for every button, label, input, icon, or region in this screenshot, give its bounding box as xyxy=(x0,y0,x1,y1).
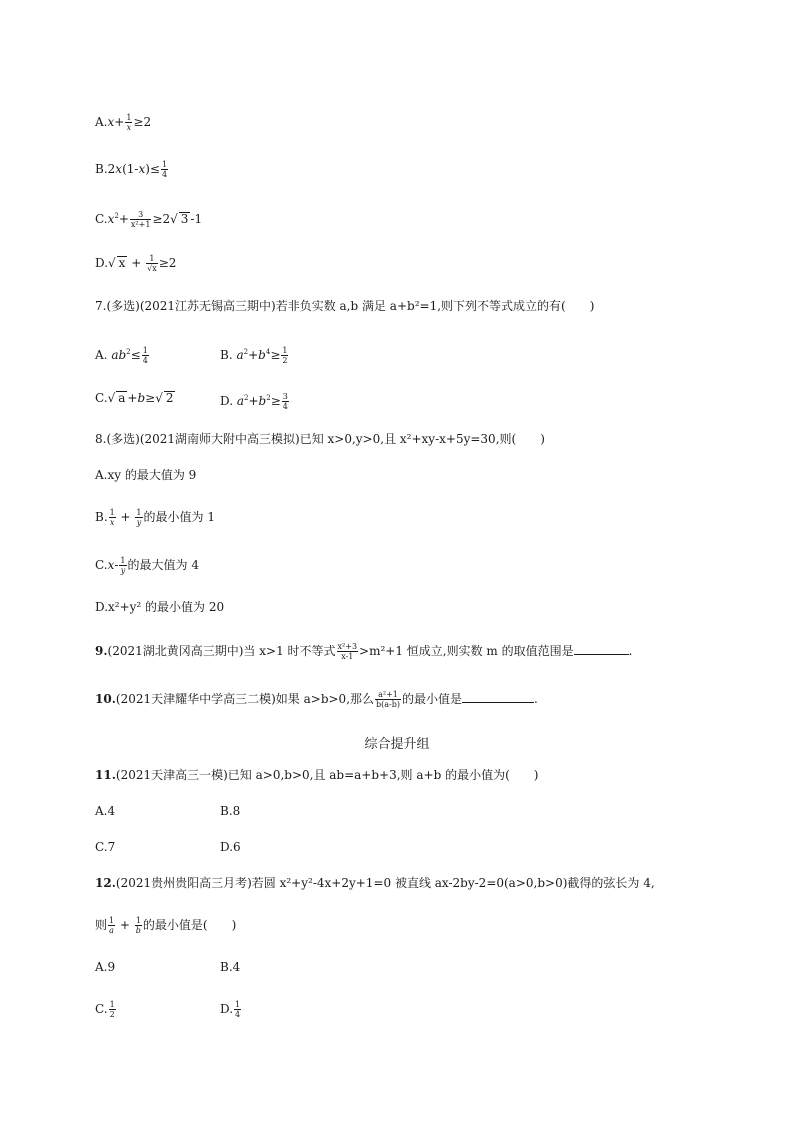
q11-option-a: A.4 xyxy=(95,804,116,818)
q12-option-c: C. $\frac{1}{2}$ xyxy=(95,1000,115,1019)
q11-stem: 11.(2021天津高三一模)已知 a>0,b>0,且 ab=a+b+3,则 a+b 的最小值为( ) xyxy=(95,768,539,782)
q6-option-a: A.x+ $\frac{1}{x}$ ≥2 xyxy=(95,113,152,132)
q12-option-d: D. $\frac{1}{4}$ xyxy=(220,1000,241,1019)
q6-option-c: $C.x^2+$ $\frac{3}{\text{x²+1}}$ ≥2√ 3 -1 xyxy=(95,210,203,229)
q9-answer-blank[interactable] xyxy=(574,644,629,655)
q7-option-b: B. $a^2+b^4\ge$ $\frac{1}{2}$ xyxy=(220,346,288,365)
section-heading: 综合提升组 xyxy=(364,737,430,752)
q12-option-a: A.9 xyxy=(95,960,116,974)
q9-stem: 9.(2021湖北黄冈高三期中)当 x>1 时不等式 $\frac{\text{x²+3}}{x-1}$ >m²+1 恒成立,则实数 m 的取值范围是 . xyxy=(95,642,633,661)
q7-option-c: C.√ a +b≥√ 2 xyxy=(95,391,174,405)
q11-option-c: C.7 xyxy=(95,840,116,854)
q11-option-b: B.8 xyxy=(220,804,241,818)
q8-stem: 8.(多选)(2021湖南师大附中高三模拟)已知 x>0,y>0,且 x²+xy-x+5y=30,则( ) xyxy=(95,432,545,446)
q6-option-b: B.2x(1-x)≤ $\frac{1}{4}$ xyxy=(95,160,168,179)
q8-option-c: C.x- $\frac{1}{y}$ 的最大值为 4 xyxy=(95,556,199,575)
q12-stem: 12.(2021贵州贵阳高三月考)若圆 x²+y²-4x+2y+1=0 被直线 ax-2by-2=0(a>0,b>0)截得的弦长为 4, xyxy=(95,876,655,890)
q12-option-b: B.4 xyxy=(220,960,241,974)
q12-stem-line2: 则 $\frac{1}{a}$ + $\frac{1}{b}$ 的最小值是( ) xyxy=(95,916,237,935)
q10-stem: 10.(2021天津耀华中学高三二模)如果 a>b>0,那么 $\frac{\text{a²+1}}{b(a-b)}$ 的最小值是 . xyxy=(95,690,538,709)
q7-option-a: A. $ab^2\le$ $\frac{1}{4}$ xyxy=(95,346,148,365)
q7-stem: 7.(多选)(2021江苏无锡高三期中)若非负实数 a,b 满足 a+b²=1,则下列不等式成立的有( ) xyxy=(95,299,595,313)
q8-option-d: D.x²+y² 的最小值为 20 xyxy=(95,600,225,614)
q8-option-a: A.xy 的最大值为 9 xyxy=(95,468,197,482)
q10-answer-blank[interactable] xyxy=(462,692,534,703)
q11-option-d: D.6 xyxy=(220,840,241,854)
q7-option-d: D. $a^2+b^2\ge$ $\frac{3}{4}$ xyxy=(220,392,288,411)
q6-option-d: D.√ x + $\frac{1}{√x}$ ≥2 xyxy=(95,254,177,273)
q8-option-b: B. $\frac{1}{x}$ + $\frac{1}{y}$ 的最小值为 1 xyxy=(95,508,215,527)
